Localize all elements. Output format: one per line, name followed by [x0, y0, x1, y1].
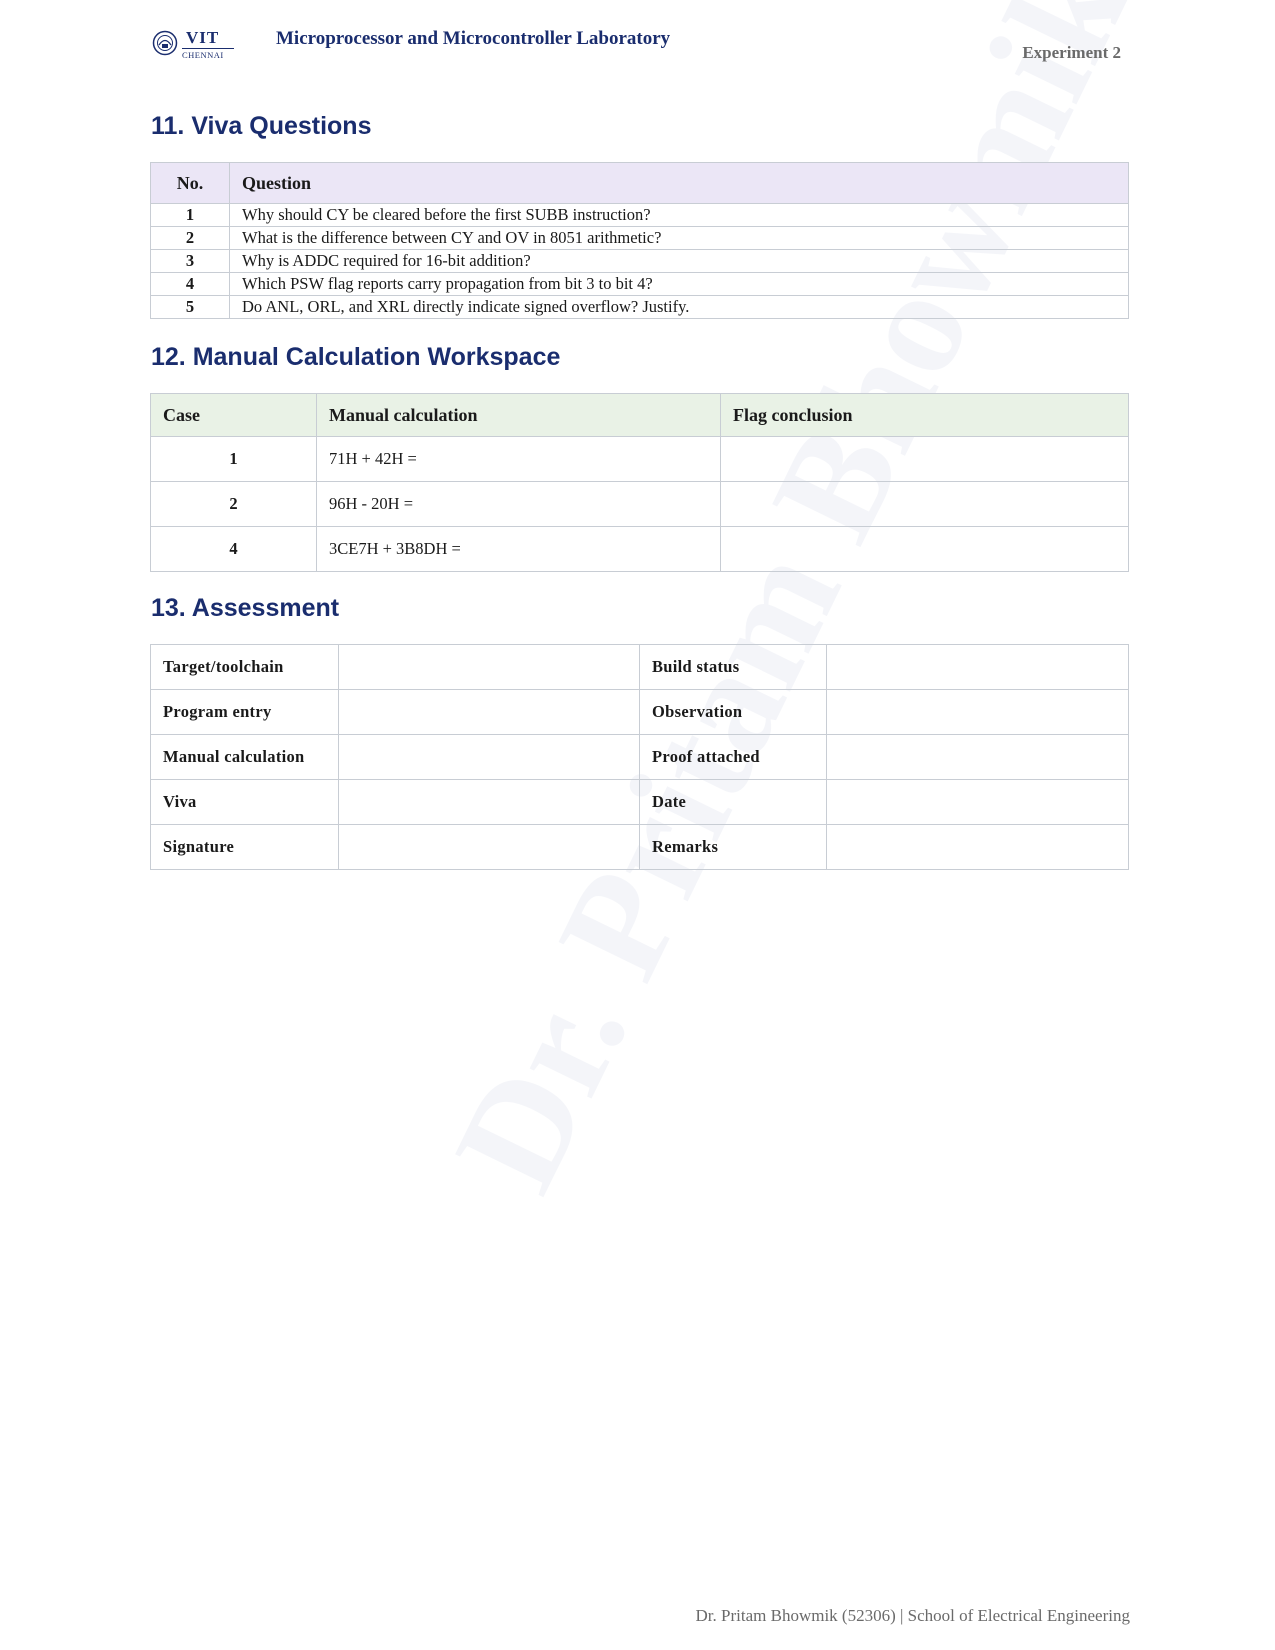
flag-conclusion-cell[interactable]	[721, 437, 1129, 482]
column-header-case: Case	[151, 394, 317, 437]
assessment-value-cell[interactable]	[339, 645, 640, 690]
logo-vit-text: VIT	[186, 28, 220, 47]
assessment-label: Build status	[640, 645, 827, 690]
case-number: 1	[151, 437, 317, 482]
manual-calculation-table	[150, 393, 1129, 572]
table-row	[151, 735, 1129, 780]
assessment-label: Target/toolchain	[151, 645, 339, 690]
viva-questions-table	[150, 162, 1129, 319]
assessment-label: Signature	[151, 825, 339, 870]
table-row	[151, 482, 1129, 527]
page-header	[0, 0, 1275, 90]
table-row	[151, 780, 1129, 825]
page-footer: Dr. Pritam Bhowmik (52306) | School of Electrical Engineering	[695, 1606, 1130, 1625]
table-row	[151, 227, 1129, 250]
table-header-row	[151, 394, 1129, 437]
assessment-label: Viva	[151, 780, 339, 825]
assessment-label: Remarks	[640, 825, 827, 870]
question-number: 2	[151, 227, 230, 250]
question-text: Why should CY be cleared before the first SUBB instruction?	[230, 204, 1129, 227]
assessment-value-cell[interactable]	[339, 825, 640, 870]
question-number: 5	[151, 296, 230, 319]
table-row	[151, 296, 1129, 319]
experiment-label: Experiment 2	[1022, 43, 1121, 62]
table-header-row	[151, 163, 1129, 204]
assessment-value-cell[interactable]	[827, 780, 1129, 825]
table-row	[151, 527, 1129, 572]
column-header-no: No.	[151, 163, 230, 204]
question-text: What is the difference between CY and OV in 8051 arithmetic?	[230, 227, 1129, 250]
assessment-value-cell[interactable]	[339, 735, 640, 780]
assessment-value-cell[interactable]	[339, 690, 640, 735]
manual-calc-cell[interactable]: 96H - 20H =	[317, 482, 721, 527]
manual-calc-cell[interactable]: 3CE7H + 3B8DH =	[317, 527, 721, 572]
lab-title: Microprocessor and Microcontroller Laboratory	[276, 28, 671, 49]
assessment-value-cell[interactable]	[827, 645, 1129, 690]
assessment-label: Proof attached	[640, 735, 827, 780]
table-row	[151, 204, 1129, 227]
assessment-heading: 13. Assessment	[151, 594, 340, 622]
table-row	[151, 690, 1129, 735]
column-header-manual: Manual calculation	[317, 394, 721, 437]
question-number: 4	[151, 273, 230, 296]
assessment-value-cell[interactable]	[827, 690, 1129, 735]
table-row	[151, 825, 1129, 870]
flag-conclusion-cell[interactable]	[721, 482, 1129, 527]
assessment-label: Date	[640, 780, 827, 825]
logo-chennai-text: CHENNAI	[182, 50, 224, 60]
calc-heading: 12. Manual Calculation Workspace	[151, 343, 561, 371]
assessment-value-cell[interactable]	[827, 735, 1129, 780]
manual-calc-cell[interactable]: 71H + 42H =	[317, 437, 721, 482]
table-row	[151, 250, 1129, 273]
assessment-value-cell[interactable]	[827, 825, 1129, 870]
question-text: Why is ADDC required for 16-bit addition?	[230, 250, 1129, 273]
question-text: Do ANL, ORL, and XRL directly indicate signed overflow? Justify.	[230, 296, 1129, 319]
column-header-flag: Flag conclusion	[721, 394, 1129, 437]
column-header-question: Question	[230, 163, 1129, 204]
assessment-value-cell[interactable]	[339, 780, 640, 825]
viva-heading: 11. Viva Questions	[151, 112, 372, 140]
table-row	[151, 437, 1129, 482]
question-number: 1	[151, 204, 230, 227]
vit-logo	[152, 28, 234, 62]
flag-conclusion-cell[interactable]	[721, 527, 1129, 572]
assessment-table	[150, 644, 1129, 870]
question-number: 3	[151, 250, 230, 273]
table-row	[151, 273, 1129, 296]
assessment-label: Observation	[640, 690, 827, 735]
assessment-label: Manual calculation	[151, 735, 339, 780]
table-row	[151, 645, 1129, 690]
case-number: 4	[151, 527, 317, 572]
logo-divider	[182, 48, 234, 49]
university-emblem-icon	[152, 30, 178, 56]
assessment-label: Program entry	[151, 690, 339, 735]
case-number: 2	[151, 482, 317, 527]
question-text: Which PSW flag reports carry propagation from bit 3 to bit 4?	[230, 273, 1129, 296]
